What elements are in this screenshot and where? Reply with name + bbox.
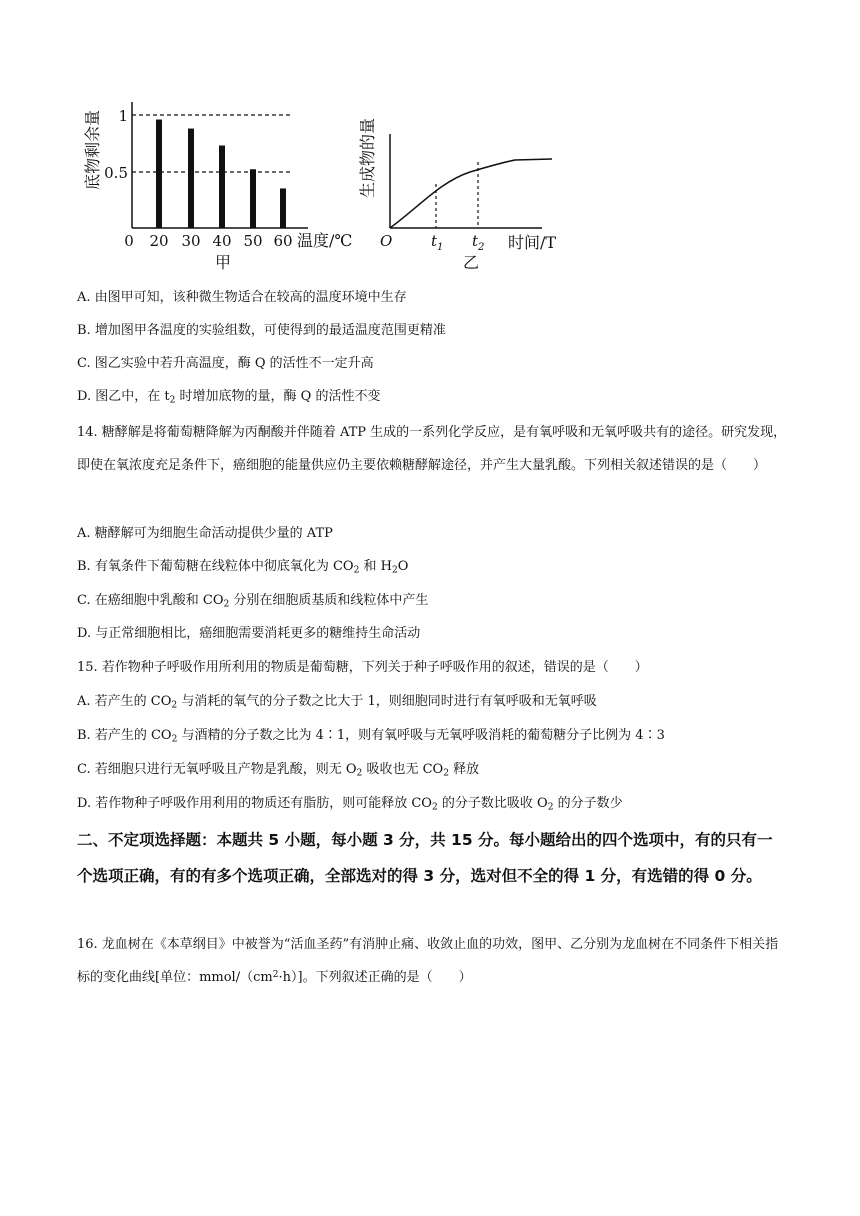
fig-yi-caption: 乙 <box>462 253 480 272</box>
figure-yi-line-chart <box>70 88 590 278</box>
q14-option-d: D. 与正常细胞相比，癌细胞需要消耗更多的糖维持生命活动 <box>77 626 421 641</box>
q15-stem: 15. 若作物种子呼吸作用所利用的物质是葡萄糖，下列关于种子呼吸作用的叙述，错误的是（ ） <box>77 660 648 675</box>
fig-jia-xtick-30: 30 <box>181 232 201 250</box>
fig-jia-ylabel: 底物剩余量 <box>83 109 102 191</box>
q16-stem: 16. 龙血树在《本草纲目》中被誉为“活血圣药”有消肿止痛、收敛止血的功效，图甲、乙分别为龙血树在不同条件下相关指标的变化曲线[单位：mmol/$(cm^2\cdot h)$]。下列叙述正确的是（ ） <box>77 937 779 985</box>
fig-yi-xlabel: 时间/T <box>508 233 557 252</box>
q14-stem: 14. 糖酵解是将葡萄糖降解为丙酮酸并伴随着 ATP 生成的一系列化学反应，是有氧呼吸和无氧呼吸共有的途径。研究发现，即使在氧浓度充足条件下，癌细胞的能量供应仍主要依赖糖酵解途径，并产生大量乳酸。下列相关叙述错误的是（ ） <box>77 425 787 473</box>
q13-option-d: D. 图乙中，在 $t_2$ 时增加底物的量，酶 Q 的活性不变 <box>77 389 381 406</box>
q15-option-b: B. 若产生的 $CO_2$ 与酒精的分子数之比为 4∶1，则有氧呼吸与无氧呼吸消耗的葡萄糖分子比例为 4∶3 <box>77 728 665 745</box>
fig-jia-xtick-50: 50 <box>243 232 263 250</box>
fig-yi-t1-label: $t_1$ <box>431 232 444 253</box>
fig-jia-ytick-half: 0.5 <box>104 164 128 182</box>
fig-yi-curve <box>390 159 552 228</box>
q13-option-b: B. 增加图甲各温度的实验组数，可使得到的最适温度范围更精准 <box>77 323 446 338</box>
fig-jia-xtick-40: 40 <box>212 232 232 250</box>
q14-option-b: B. 有氧条件下葡萄糖在线粒体中彻底氧化为 $CO_2$ 和 $H_2O$ <box>77 559 409 576</box>
fig-jia-caption: 甲 <box>214 253 232 272</box>
fig-jia-xtick-20: 20 <box>149 232 169 250</box>
section-2-heading: 二、不定项选择题：本题共 5 小题，每小题 3 分，共 15 分。每小题给出的四个选项中，有的只有一个选项正确，有的有多个选项正确，全部选对的得 3 分，选对但不全的得 1 分，有选错的得 0 分。 <box>77 831 773 885</box>
q14-option-c: C. 在癌细胞中乳酸和 $CO_2$ 分别在细胞质基质和线粒体中产生 <box>77 593 429 610</box>
q15-option-c: C. 若细胞只进行无氧呼吸且产物是乳酸，则无 $O_2$ 吸收也无 $CO_2$ 释放 <box>77 762 480 779</box>
q13-option-a: A. 由图甲可知，该种微生物适合在较高的温度环境中生存 <box>77 290 407 305</box>
fig-jia-xlabel: 温度/℃ <box>297 231 353 250</box>
fig-jia-xtick-0: 0 <box>124 232 134 250</box>
q14-option-a: A. 糖酵解可为细胞生命活动提供少量的 ATP <box>77 526 333 541</box>
q13-option-c: C. 图乙实验中若升高温度，酶 Q 的活性不一定升高 <box>77 356 374 371</box>
q15-option-a: A. 若产生的 $CO_2$ 与消耗的氧气的分子数之比大于 1，则细胞同时进行有氧呼吸和无氧呼吸 <box>77 694 597 711</box>
q15-option-d: D. 若作物种子呼吸作用利用的物质还有脂肪，则可能释放 $CO_2$ 的分子数比吸收 $O_2$ 的分子数少 <box>77 796 623 813</box>
fig-jia-xtick-60: 60 <box>273 232 293 250</box>
fig-yi-ylabel: 生成物的量 <box>358 117 377 199</box>
fig-yi-origin: O <box>380 232 393 250</box>
fig-jia-ytick-1: 1 <box>118 107 128 125</box>
figures <box>70 88 590 278</box>
fig-yi-t2-label: $t_2$ <box>472 232 485 253</box>
